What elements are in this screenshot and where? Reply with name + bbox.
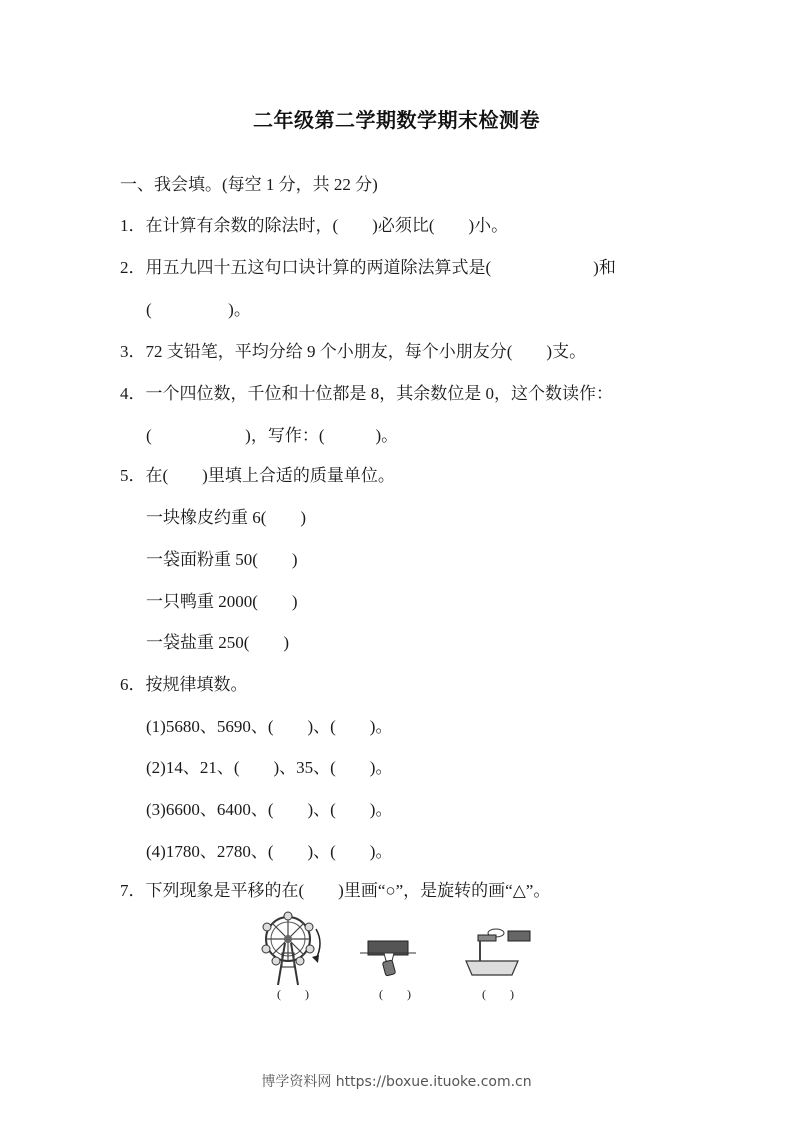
question-7-pictures — [258, 905, 538, 1005]
question-1: 1．在计算有余数的除法时，( )必须比( )小。 — [120, 216, 509, 235]
answer-blank[interactable]: ( ) — [277, 987, 309, 1001]
faucet-basin-icon — [458, 909, 538, 989]
question-6-item: (3)6600、6400、( )、( )。 — [146, 800, 393, 819]
question-6-item: (2)14、21、( )、35、( )。 — [146, 758, 393, 777]
answer-blank[interactable]: ( ) — [482, 987, 514, 1001]
question-4: 4．一个四位数，千位和十位都是 8，其余数位是 0，这个数读作： — [120, 384, 613, 403]
question-7: 7．下列现象是平移的在( )里画“○”，是旋转的画“△”。 — [120, 881, 551, 900]
section-heading: 一、我会填。(每空 1 分，共 22 分) — [120, 175, 378, 194]
question-5-item: 一袋盐重 250( ) — [146, 633, 290, 652]
question-6-item: (1)5680、5690、( )、( )。 — [146, 717, 393, 736]
question-5-item: 一袋面粉重 50( ) — [146, 550, 298, 569]
question-3: 3．72 支铅笔，平均分给 9 个小朋友，每个小朋友分( )支。 — [120, 342, 587, 361]
picture-drawer — [358, 905, 438, 1005]
picture-faucet — [458, 905, 538, 1005]
question-5-item: 一只鸭重 2000( ) — [146, 592, 298, 611]
drawer-pull-icon — [358, 909, 428, 989]
answer-blank[interactable]: ( ) — [379, 987, 411, 1001]
question-2-continued: ( )。 — [146, 300, 251, 319]
question-2: 2．用五九四十五这句口诀计算的两道除法算式是( )和 — [120, 258, 616, 277]
ferris-wheel-icon — [258, 909, 328, 989]
question-5: 5．在( )里填上合适的质量单位。 — [120, 466, 395, 485]
picture-ferris-wheel — [258, 905, 338, 1005]
question-5-item: 一块橡皮约重 6( ) — [146, 508, 307, 527]
page-title: 二年级第二学期数学期末检测卷 — [253, 108, 540, 132]
question-6: 6．按规律填数。 — [120, 675, 248, 694]
question-4-continued: ( )，写作：( )。 — [146, 426, 399, 445]
question-6-item: (4)1780、2780、( )、( )。 — [146, 842, 393, 861]
footer-watermark: 博学资料网 https://boxue.ituoke.com.cn — [261, 1074, 532, 1090]
